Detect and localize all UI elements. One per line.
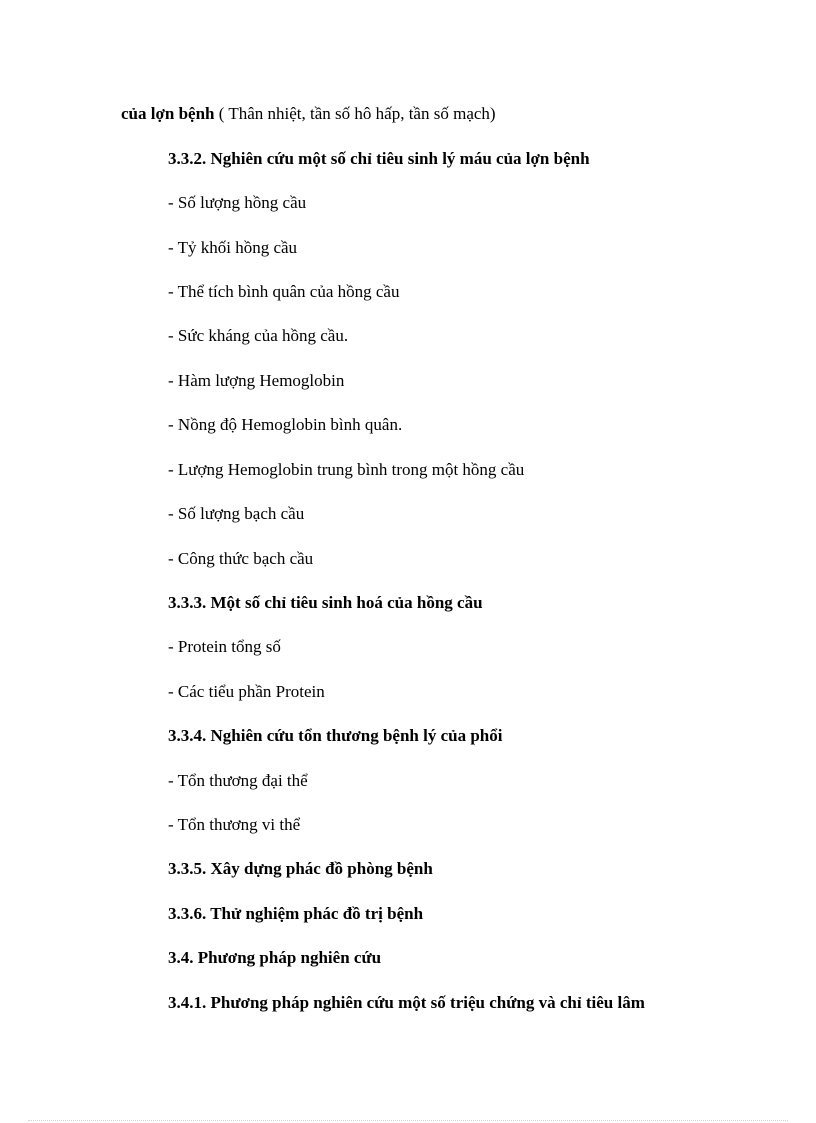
continued-bold-text: của lợn bệnh	[121, 104, 215, 123]
page-bottom-divider	[28, 1120, 788, 1121]
list-item: - Các tiểu phần Protein	[168, 682, 325, 701]
list-item: - Tỷ khối hồng cầu	[168, 238, 298, 257]
list-item: - Số lượng bạch cầu	[168, 504, 305, 523]
list-item: - Thể tích bình quân của hồng cầu	[168, 282, 400, 301]
list-item: - Công thức bạch cầu	[168, 549, 314, 568]
list-item: - Nồng độ Hemoglobin bình quân.	[168, 415, 403, 434]
list-item: - Protein tổng số	[168, 637, 281, 656]
continued-plain-text: ( Thân nhiệt, tần số hô hấp, tần số mạch)	[214, 104, 496, 123]
section-heading-3-4-1: 3.4.1. Phương pháp nghiên cứu một số triệu chứng và chỉ tiêu lâm	[168, 993, 645, 1012]
list-item: - Tổn thương đại thể	[168, 771, 308, 790]
section-heading-3-3-4: 3.3.4. Nghiên cứu tổn thương bệnh lý của phổi	[168, 726, 503, 745]
continued-line	[121, 104, 496, 124]
section-heading-3-3-2: 3.3.2. Nghiên cứu một số chỉ tiêu sinh lý máu của lợn bệnh	[168, 149, 590, 168]
section-heading-3-3-3: 3.3.3. Một số chỉ tiêu sinh hoá của hồng cầu	[168, 593, 483, 612]
list-item: - Lượng Hemoglobin trung bình trong một hồng cầu	[168, 460, 525, 479]
list-item: - Tổn thương vi thể	[168, 815, 301, 834]
section-heading-3-3-5: 3.3.5. Xây dựng phác đồ phòng bệnh	[168, 859, 433, 878]
section-heading-3-3-6: 3.3.6. Thử nghiệm phác đồ trị bệnh	[168, 904, 424, 923]
list-item: - Số lượng hồng cầu	[168, 193, 307, 212]
list-item: - Hàm lượng Hemoglobin	[168, 371, 345, 390]
section-heading-3-4: 3.4. Phương pháp nghiên cứu	[168, 948, 382, 967]
list-item: - Sức kháng của hồng cầu.	[168, 326, 349, 345]
